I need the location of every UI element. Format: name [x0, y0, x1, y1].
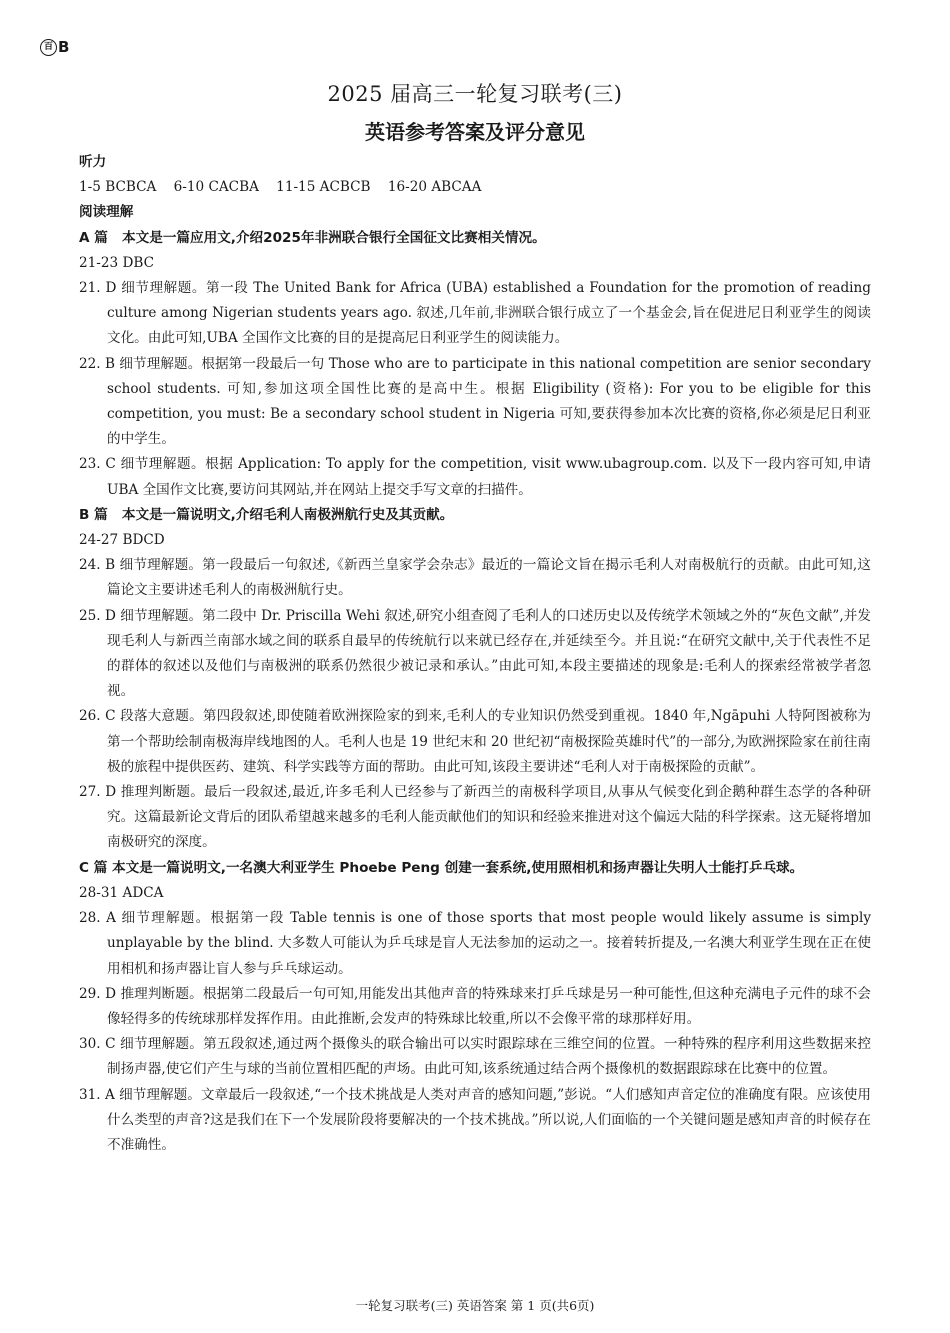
- page-footer: 一轮复习联考(三) 英语答案 第 1 页(共6页): [355, 1298, 595, 1313]
- passage-a-heading: A 篇 本文是一篇应用文,介绍2025年非洲联合银行全国征文比赛相关情况。: [79, 229, 546, 246]
- explanation-23: 23. C 细节理解题。根据 Application: To apply for the competition, visit www.ubagroup.com. 以及下一段内容可知,申请 UBA 全国作文比赛,要访问其网站,并在网站上提交手写文章的扫描件。: [79, 456, 871, 498]
- explanation-29: 29. D 推理判断题。根据第二段最后一句可知,用能发出其他声音的特殊球来打乒乓球是另一种可能性,但这种充满电子元件的球不会像轻得多的传统球那样发挥作用。由此推断,会发声的特殊球比较重,所以不会像平常的球那样好用。: [79, 985, 871, 1027]
- passage-a-answers: 21-23 DBC: [79, 254, 155, 271]
- explanation-27: 27. D 推理判断题。最后一段叙述,最近,许多毛利人已经参与了新西兰的南极科学项目,从事从气候变化到企鹅种群生态学的各种研究。这篇最新论文背后的团队希望越来越多的毛利人能贡献他们的知识和经验来推进对这个偏远大陆的科学探索。这无疑将增加南极研究的深度。: [79, 784, 871, 851]
- explanation-22: 22. B 细节理解题。根据第一段最后一句 Those who are to participate in this national competition are senior secondary school students. 可知,参加这项全国性比赛的是高中生。根据 Eligibility (资格): For you to be eligible for this competition, you must: Be a secondary school student in Nigeria 可知,要获得参加本次比赛的资格,你必须是尼日利亚的中学生。: [79, 355, 871, 448]
- logo-circle-mark: 百: [40, 39, 57, 56]
- passage-c-heading: C 篇 本文是一篇说明文,一名澳大利亚学生 Phoebe Peng 创建一套系统,使用照相机和扬声器让失明人士能打乒乓球。: [79, 859, 804, 876]
- reading-heading: 阅读理解: [79, 204, 134, 221]
- listening-answers: 1-5 BCBCA 6-10 CACBA 11-15 ACBCB 16-20 ABCAA: [79, 179, 482, 196]
- passage-b-answers: 24-27 BDCD: [79, 532, 165, 549]
- explanation-25: 25. D 细节理解题。第二段中 Dr. Priscilla Wehi 叙述,研究小组查阅了毛利人的口述历史以及传统学术领域之外的“灰色文献”,并发现毛利人与新西兰南部水域之间的联系自最早的传统航行以来就已经存在,并延续至今。并且说:“在研究文献中,关于代表性不足的群体的叙述以及他们与南极洲的联系仍然很少被记录和承认。”由此可知,本段主要描述的现象是:毛利人的探索经常被学者忽视。: [79, 607, 871, 700]
- logo-letter: B: [58, 38, 70, 56]
- publisher-logo: [40, 38, 69, 56]
- page-title: 2025 届高三一轮复习联考(三): [327, 82, 623, 106]
- explanation-21: 21. D 细节理解题。第一段 The United Bank for Africa (UBA) established a Foundation for the promotion of reading culture among Nigerian students years ago. 叙述,几年前,非洲联合银行成立了一个基金会,旨在促进尼日利亚学生的阅读文化。由此可知,UBA 全国作文比赛的目的是提高尼日利亚学生的阅读能力。: [79, 280, 871, 347]
- passage-b-heading: B 篇 本文是一篇说明文,介绍毛利人南极洲航行史及其贡献。: [79, 506, 454, 523]
- passage-c-answers: 28-31 ADCA: [79, 884, 164, 901]
- explanation-24: 24. B 细节理解题。第一段最后一句叙述,《新西兰皇家学会杂志》最近的一篇论文旨在揭示毛利人对南极航行的贡献。由此可知,这篇论文主要讲述毛利人的南极洲航行史。: [79, 557, 871, 599]
- explanation-31: 31. A 细节理解题。文章最后一段叙述,“一个技术挑战是人类对声音的感知问题,”彭说。“人们感知声音定位的准确度有限。应该使用什么类型的声音?这是我们在下一个发展阶段将要解决的一个技术挑战。”所以说,人们面临的一个关键问题是感知声音的时候存在不准确性。: [79, 1086, 871, 1153]
- explanation-30: 30. C 细节理解题。第五段叙述,通过两个摄像头的联合输出可以实时跟踪球在三维空间的位置。一种特殊的程序利用这些数据来控制扬声器,使它们产生与球的当前位置相匹配的声场。由此可知,该系统通过结合两个摄像机的数据跟踪球在比赛中的位置。: [79, 1036, 871, 1078]
- page-subtitle: 英语参考答案及评分意见: [365, 120, 585, 144]
- listening-heading: 听力: [79, 154, 107, 170]
- explanation-26: 26. C 段落大意题。第四段叙述,即使随着欧洲探险家的到来,毛利人的专业知识仍然受到重视。1840 年,Ngāpuhi 人特阿图被称为第一个帮助绘制南极海岸线地图的人。毛利人也是 19 世纪末和 20 世纪初“南极探险英雄时代”的一部分,为欧洲探险家在前往南极的旅程中提供医药、建筑、科学实践等方面的帮助。由此可知,该段主要讲述“毛利人对于南极探险的贡献”。: [79, 708, 871, 775]
- explanation-28: 28. A 细节理解题。根据第一段 Table tennis is one of those sports that most people would likely assume is simply unplayable by the blind. 大多数人可能认为乒乓球是盲人无法参加的运动之一。接着转折提及,一名澳大利亚学生现在正在使用相机和扬声器让盲人参与乒乓球运动。: [79, 910, 871, 977]
- answer-key-body: [79, 150, 871, 1158]
